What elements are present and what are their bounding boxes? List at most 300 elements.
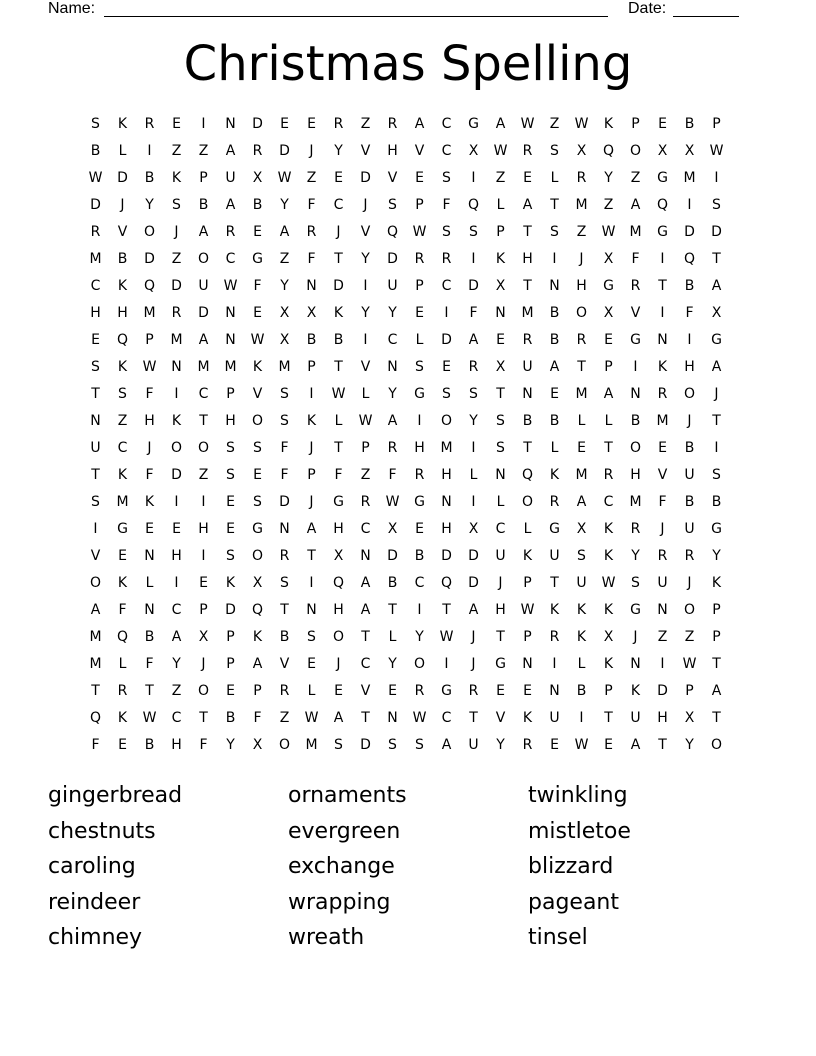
grid-letter[interactable]: F [253,278,262,294]
grid-letter[interactable]: A [441,737,452,753]
grid-letter[interactable]: R [603,467,614,483]
grid-letter[interactable]: J [687,413,692,429]
grid-letter[interactable]: N [387,359,398,375]
grid-letter[interactable]: E [604,332,613,348]
grid-letter[interactable]: K [576,629,587,645]
grid-letter[interactable]: I [633,359,638,375]
grid-letter[interactable]: K [306,413,317,429]
grid-letter[interactable]: H [117,305,128,321]
grid-letter[interactable]: L [496,494,505,510]
grid-letter[interactable]: K [117,710,128,726]
grid-letter[interactable]: I [93,521,98,537]
grid-letter[interactable]: A [333,710,344,726]
grid-letter[interactable]: L [118,143,127,159]
grid-letter[interactable]: A [630,737,641,753]
grid-letter[interactable]: R [279,548,290,564]
grid-letter[interactable]: X [306,305,317,321]
grid-letter[interactable]: I [417,413,422,429]
grid-letter[interactable]: T [604,710,613,726]
grid-letter[interactable]: K [603,521,614,537]
grid-letter[interactable]: Z [495,170,506,186]
grid-letter[interactable]: D [279,143,290,159]
grid-letter[interactable]: H [657,710,668,726]
grid-letter[interactable]: U [630,710,641,726]
grid-letter[interactable]: L [334,413,343,429]
grid-letter[interactable]: B [306,332,317,348]
grid-letter[interactable]: A [468,332,479,348]
grid-letter[interactable]: K [630,683,641,699]
grid-letter[interactable]: K [117,575,128,591]
grid-letter[interactable]: M [629,494,642,510]
grid-letter[interactable]: G [549,521,560,537]
grid-letter[interactable]: W [385,494,400,510]
grid-letter[interactable]: W [601,575,616,591]
grid-letter[interactable]: O [143,224,156,240]
grid-letter[interactable]: V [360,359,371,375]
grid-letter[interactable]: K [495,251,506,267]
grid-letter[interactable]: N [441,494,452,510]
grid-letter[interactable]: V [360,224,371,240]
grid-letter[interactable]: C [603,494,614,510]
grid-letter[interactable]: W [331,386,346,402]
grid-letter[interactable]: A [171,629,182,645]
grid-letter[interactable]: Q [521,467,534,483]
grid-letter[interactable]: X [684,710,695,726]
grid-letter[interactable]: O [89,575,102,591]
grid-letter[interactable]: D [279,494,290,510]
grid-letter[interactable]: W [574,116,589,132]
grid-letter[interactable]: A [225,143,236,159]
grid-letter[interactable]: Z [117,413,128,429]
grid-letter[interactable]: U [657,575,668,591]
grid-letter[interactable]: S [712,197,721,213]
grid-letter[interactable]: Z [657,629,668,645]
grid-letter[interactable]: W [304,710,319,726]
grid-letter[interactable]: U [90,440,101,456]
grid-letter[interactable]: W [142,710,157,726]
grid-letter[interactable]: I [201,494,206,510]
grid-letter[interactable]: F [469,305,478,321]
grid-letter[interactable]: P [685,683,694,699]
grid-letter[interactable]: L [604,413,613,429]
grid-letter[interactable]: O [629,143,642,159]
grid-letter[interactable]: U [387,278,398,294]
grid-letter[interactable]: W [520,602,535,618]
grid-letter[interactable]: V [657,467,668,483]
grid-letter[interactable]: M [278,359,291,375]
grid-letter[interactable]: R [468,683,479,699]
grid-letter[interactable]: K [252,629,263,645]
grid-letter[interactable]: H [441,467,452,483]
grid-letter[interactable]: C [225,251,236,267]
grid-letter[interactable]: F [280,467,289,483]
grid-letter[interactable]: Q [467,197,480,213]
grid-letter[interactable]: K [144,494,155,510]
grid-letter[interactable]: X [711,305,722,321]
grid-letter[interactable]: W [574,737,589,753]
grid-letter[interactable]: W [682,656,697,672]
grid-letter[interactable]: A [711,359,722,375]
grid-letter[interactable]: S [91,494,100,510]
grid-letter[interactable]: X [387,521,398,537]
grid-letter[interactable]: B [522,413,533,429]
grid-letter[interactable]: I [471,440,476,456]
grid-letter[interactable]: P [604,359,613,375]
grid-letter[interactable]: A [414,116,425,132]
grid-letter[interactable]: Z [360,467,371,483]
grid-letter[interactable]: P [415,197,424,213]
grid-letter[interactable]: A [711,683,722,699]
grid-letter[interactable]: T [523,440,532,456]
grid-letter[interactable]: I [552,656,557,672]
grid-letter[interactable]: M [575,467,588,483]
grid-letter[interactable]: B [144,629,155,645]
grid-letter[interactable]: T [361,710,370,726]
grid-letter[interactable]: B [414,548,425,564]
grid-letter[interactable]: K [603,602,614,618]
grid-letter[interactable]: K [522,548,533,564]
grid-letter[interactable]: Y [280,278,289,294]
grid-letter[interactable]: S [172,197,181,213]
grid-letter[interactable]: S [118,386,127,402]
grid-letter[interactable]: T [334,440,343,456]
grid-letter[interactable]: R [387,116,398,132]
grid-letter[interactable]: I [444,656,449,672]
grid-letter[interactable]: Y [388,305,397,321]
grid-letter[interactable]: T [712,251,721,267]
grid-letter[interactable]: M [440,440,453,456]
grid-letter[interactable]: G [414,494,425,510]
grid-letter[interactable]: L [415,332,424,348]
grid-letter[interactable]: A [90,602,101,618]
grid-letter[interactable]: R [630,521,641,537]
grid-letter[interactable]: I [687,197,692,213]
grid-letter[interactable]: Z [630,170,641,186]
grid-letter[interactable]: K [333,305,344,321]
grid-letter[interactable]: Y [469,413,478,429]
grid-letter[interactable]: O [251,413,264,429]
grid-letter[interactable]: L [118,656,127,672]
grid-letter[interactable]: O [683,602,696,618]
grid-letter[interactable]: B [684,116,695,132]
grid-letter[interactable]: X [468,143,479,159]
grid-letter[interactable]: C [441,710,452,726]
grid-letter[interactable]: T [523,224,532,240]
grid-letter[interactable]: O [251,548,264,564]
grid-letter[interactable]: K [549,467,560,483]
grid-letter[interactable]: L [388,629,397,645]
grid-letter[interactable]: X [252,737,263,753]
grid-letter[interactable]: I [579,710,584,726]
grid-letter[interactable]: S [91,359,100,375]
grid-letter[interactable]: X [252,575,263,591]
grid-letter[interactable]: L [361,386,370,402]
grid-letter[interactable]: W [412,710,427,726]
grid-letter[interactable]: E [550,386,559,402]
grid-letter[interactable]: M [143,305,156,321]
grid-letter[interactable]: R [522,737,533,753]
grid-letter[interactable]: G [117,521,128,537]
grid-letter[interactable]: Y [415,629,424,645]
grid-letter[interactable]: I [714,170,719,186]
grid-letter[interactable]: U [198,278,209,294]
grid-letter[interactable]: D [657,683,668,699]
grid-letter[interactable]: T [145,683,154,699]
grid-letter[interactable]: G [657,170,668,186]
grid-letter[interactable]: F [280,440,289,456]
grid-letter[interactable]: H [387,143,398,159]
grid-letter[interactable]: D [252,116,263,132]
grid-letter[interactable]: U [684,521,695,537]
grid-letter[interactable]: K [576,602,587,618]
grid-letter[interactable]: S [469,386,478,402]
grid-letter[interactable]: R [333,116,344,132]
grid-letter[interactable]: G [711,521,722,537]
grid-letter[interactable]: P [712,116,721,132]
grid-letter[interactable]: E [415,170,424,186]
grid-letter[interactable]: K [603,548,614,564]
grid-letter[interactable]: L [307,683,316,699]
grid-letter[interactable]: S [226,548,235,564]
grid-letter[interactable]: T [199,710,208,726]
grid-letter[interactable]: F [334,467,343,483]
grid-letter[interactable]: G [495,656,506,672]
grid-letter[interactable]: R [684,548,695,564]
grid-letter[interactable]: A [630,197,641,213]
grid-letter[interactable]: U [495,548,506,564]
grid-letter[interactable]: G [468,116,479,132]
grid-letter[interactable]: Q [386,224,399,240]
grid-letter[interactable]: Y [631,548,640,564]
grid-letter[interactable]: M [575,386,588,402]
grid-letter[interactable]: K [171,170,182,186]
grid-letter[interactable]: W [250,332,265,348]
grid-letter[interactable]: V [117,224,128,240]
grid-letter[interactable]: K [711,575,722,591]
grid-letter[interactable]: T [307,548,316,564]
grid-letter[interactable]: D [441,332,452,348]
grid-letter[interactable]: C [441,116,452,132]
grid-letter[interactable]: Y [496,737,505,753]
grid-letter[interactable]: A [360,602,371,618]
grid-letter[interactable]: U [549,710,560,726]
grid-letter[interactable]: G [252,251,263,267]
grid-letter[interactable]: E [226,521,235,537]
grid-letter[interactable]: Z [549,116,560,132]
grid-letter[interactable]: S [388,737,397,753]
grid-letter[interactable]: E [226,494,235,510]
grid-letter[interactable]: N [657,602,668,618]
grid-letter[interactable]: Z [684,629,695,645]
grid-letter[interactable]: T [712,413,721,429]
grid-letter[interactable]: D [387,251,398,267]
grid-letter[interactable]: D [387,548,398,564]
grid-letter[interactable]: A [603,386,614,402]
grid-letter[interactable]: O [521,494,534,510]
grid-letter[interactable]: Z [171,683,182,699]
grid-letter[interactable]: D [468,575,479,591]
grid-letter[interactable]: E [226,683,235,699]
grid-letter[interactable]: F [199,737,208,753]
grid-letter[interactable]: I [201,116,206,132]
grid-letter[interactable]: N [225,116,236,132]
grid-letter[interactable]: S [442,170,451,186]
grid-letter[interactable]: X [252,170,263,186]
grid-letter[interactable]: T [199,413,208,429]
grid-letter[interactable]: G [414,386,425,402]
grid-letter[interactable]: B [252,197,263,213]
grid-letter[interactable]: T [604,440,613,456]
grid-letter[interactable]: K [171,413,182,429]
grid-letter[interactable]: D [468,278,479,294]
grid-letter[interactable]: Y [685,737,694,753]
grid-letter[interactable]: S [415,359,424,375]
grid-letter[interactable]: K [522,710,533,726]
grid-letter[interactable]: E [334,683,343,699]
grid-letter[interactable]: I [174,575,179,591]
grid-letter[interactable]: K [117,116,128,132]
grid-letter[interactable]: F [118,602,127,618]
grid-letter[interactable]: U [576,575,587,591]
grid-letter[interactable]: A [306,521,317,537]
grid-letter[interactable]: J [687,575,692,591]
grid-letter[interactable]: Y [388,656,397,672]
grid-letter[interactable]: K [252,359,263,375]
grid-letter[interactable]: X [333,548,344,564]
grid-letter[interactable]: M [656,413,669,429]
grid-letter[interactable]: M [116,494,129,510]
grid-letter[interactable]: I [444,305,449,321]
grid-letter[interactable]: M [197,359,210,375]
grid-letter[interactable]: A [252,656,263,672]
grid-letter[interactable]: W [709,143,724,159]
grid-letter[interactable]: F [253,710,262,726]
grid-letter[interactable]: R [549,629,560,645]
name-blank-line[interactable] [104,16,608,17]
grid-letter[interactable]: K [603,116,614,132]
grid-letter[interactable]: D [171,467,182,483]
grid-letter[interactable]: O [683,386,696,402]
grid-letter[interactable]: R [171,305,182,321]
grid-letter[interactable]: E [307,116,316,132]
grid-letter[interactable]: S [280,413,289,429]
grid-letter[interactable]: G [441,683,452,699]
grid-letter[interactable]: T [361,629,370,645]
grid-letter[interactable]: R [414,251,425,267]
grid-letter[interactable]: J [201,656,206,672]
grid-letter[interactable]: T [334,251,343,267]
grid-letter[interactable]: A [549,359,560,375]
grid-letter[interactable]: R [279,683,290,699]
grid-letter[interactable]: V [279,656,290,672]
grid-letter[interactable]: E [145,521,154,537]
grid-letter[interactable]: F [442,197,451,213]
grid-letter[interactable]: C [333,197,344,213]
grid-letter[interactable]: Z [576,224,587,240]
grid-letter[interactable]: P [307,359,316,375]
grid-letter[interactable]: N [549,278,560,294]
grid-letter[interactable]: J [498,575,503,591]
grid-letter[interactable]: Y [334,143,343,159]
grid-letter[interactable]: B [576,683,587,699]
grid-letter[interactable]: C [441,278,452,294]
grid-letter[interactable]: Z [198,467,209,483]
grid-letter[interactable]: Y [361,251,370,267]
grid-letter[interactable]: T [712,710,721,726]
grid-letter[interactable]: W [601,224,616,240]
grid-letter[interactable]: Q [602,143,615,159]
grid-letter[interactable]: H [630,467,641,483]
grid-letter[interactable]: E [604,737,613,753]
grid-letter[interactable]: C [495,521,506,537]
grid-letter[interactable]: P [307,467,316,483]
grid-letter[interactable]: I [309,386,314,402]
grid-letter[interactable]: I [363,278,368,294]
grid-letter[interactable]: N [171,359,182,375]
grid-letter[interactable]: T [469,710,478,726]
grid-letter[interactable]: B [333,332,344,348]
grid-letter[interactable]: X [576,143,587,159]
grid-letter[interactable]: L [577,413,586,429]
grid-letter[interactable]: M [575,197,588,213]
grid-letter[interactable]: F [631,251,640,267]
grid-letter[interactable]: I [471,170,476,186]
grid-letter[interactable]: C [171,602,182,618]
grid-letter[interactable]: D [441,548,452,564]
grid-letter[interactable]: P [604,683,613,699]
grid-letter[interactable]: S [415,737,424,753]
grid-letter[interactable]: F [388,467,397,483]
grid-letter[interactable]: M [683,170,696,186]
grid-letter[interactable]: F [658,494,667,510]
grid-letter[interactable]: E [172,521,181,537]
grid-letter[interactable]: Y [712,548,721,564]
grid-letter[interactable]: W [493,143,508,159]
grid-letter[interactable]: Z [171,143,182,159]
grid-letter[interactable]: X [603,305,614,321]
grid-letter[interactable]: E [550,737,559,753]
grid-letter[interactable]: H [333,602,344,618]
grid-letter[interactable]: P [199,170,208,186]
grid-letter[interactable]: D [333,278,344,294]
grid-letter[interactable]: R [225,224,236,240]
grid-letter[interactable]: D [711,224,722,240]
grid-letter[interactable]: U [522,359,533,375]
grid-letter[interactable]: R [657,548,668,564]
grid-letter[interactable]: C [441,143,452,159]
grid-letter[interactable]: I [660,251,665,267]
grid-letter[interactable]: E [253,305,262,321]
grid-letter[interactable]: R [414,683,425,699]
grid-letter[interactable]: W [520,116,535,132]
grid-letter[interactable]: J [471,629,476,645]
grid-letter[interactable]: M [89,656,102,672]
grid-letter[interactable]: M [170,332,183,348]
grid-letter[interactable]: S [577,548,586,564]
grid-letter[interactable]: H [576,278,587,294]
grid-letter[interactable]: A [225,197,236,213]
grid-letter[interactable]: H [495,602,506,618]
grid-letter[interactable]: N [549,683,560,699]
grid-letter[interactable]: G [711,332,722,348]
grid-letter[interactable]: N [225,332,236,348]
grid-letter[interactable]: L [550,170,559,186]
grid-letter[interactable]: A [360,575,371,591]
grid-letter[interactable]: F [145,467,154,483]
grid-letter[interactable]: O [332,629,345,645]
grid-letter[interactable]: P [496,224,505,240]
grid-letter[interactable]: E [199,575,208,591]
